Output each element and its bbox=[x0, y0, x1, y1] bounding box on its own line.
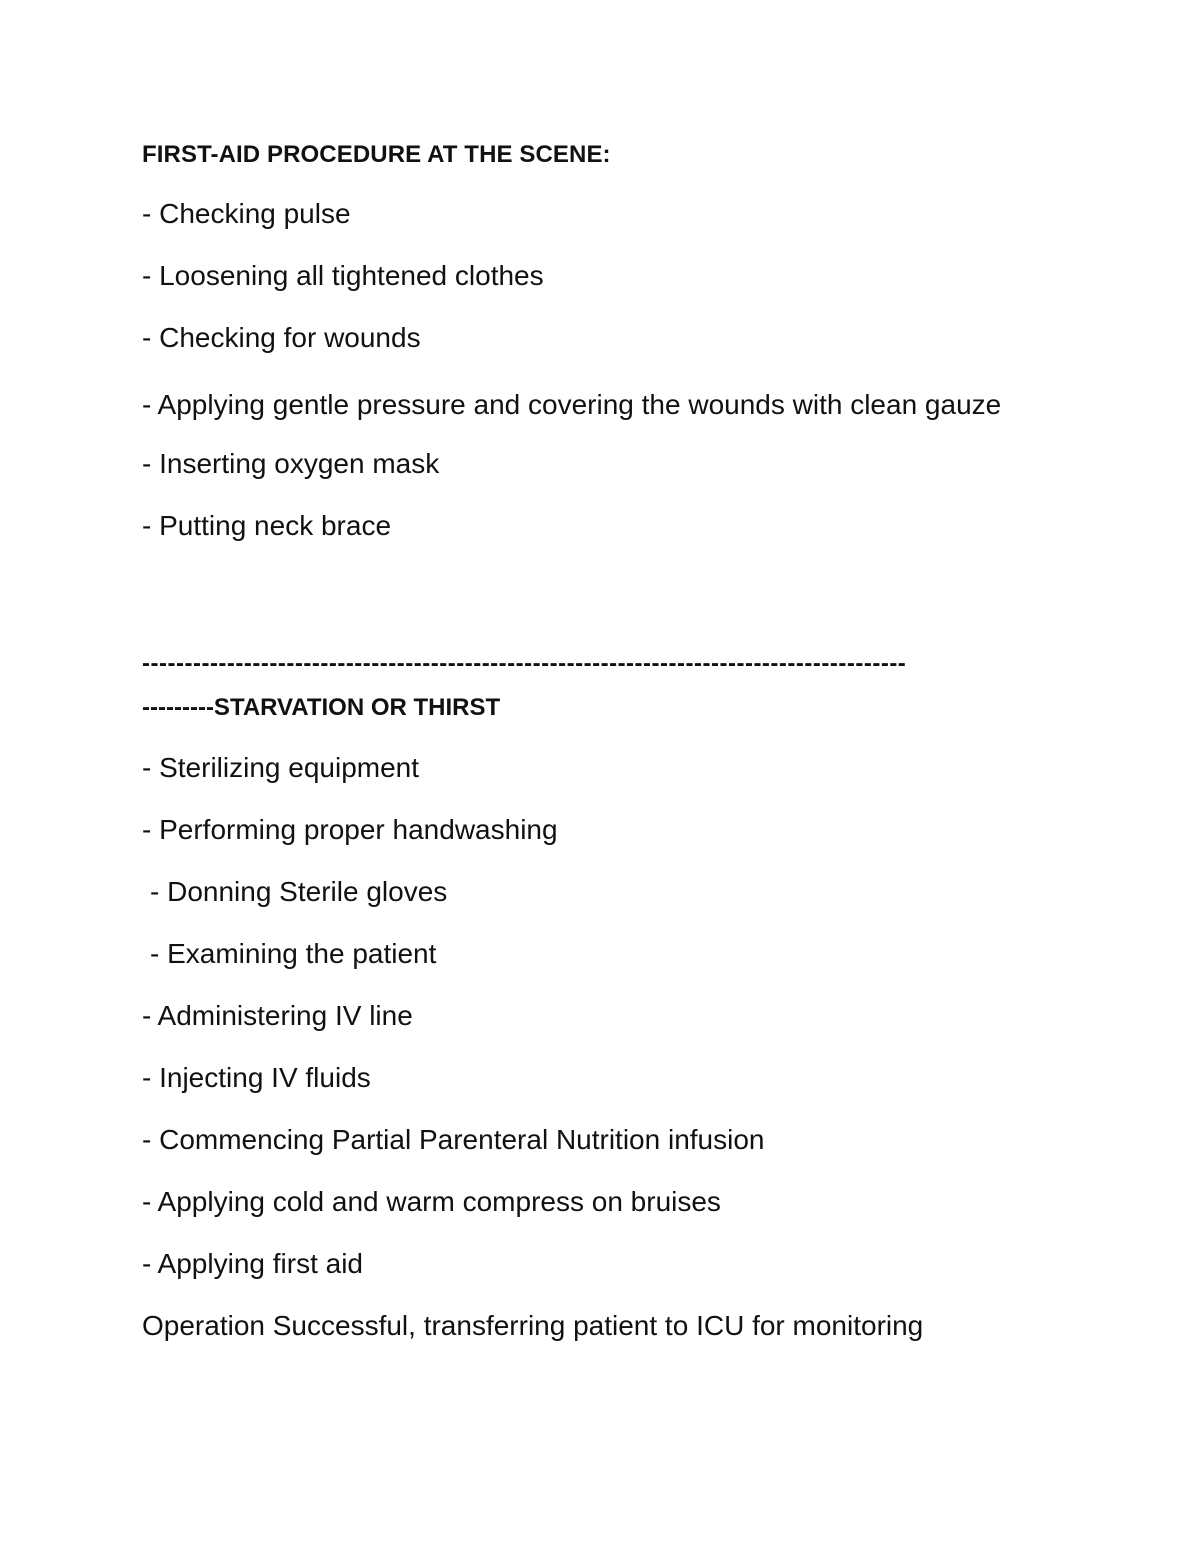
list-item: - Inserting oxygen mask bbox=[142, 448, 440, 479]
list-item: - Applying cold and warm compress on bruises bbox=[142, 1186, 721, 1217]
list-item: - Checking pulse bbox=[142, 198, 351, 229]
list-item: - Performing proper handwashing bbox=[142, 814, 558, 845]
list-item: - Sterilizing equipment bbox=[142, 752, 420, 783]
list-item: - Applying gentle pressure and covering the wounds with clean gauze bbox=[142, 389, 1002, 420]
dash-line: ------------------------------------------------------------------------------------------ bbox=[142, 650, 907, 677]
list-item: - Injecting IV fluids bbox=[142, 1062, 371, 1093]
list-item: - Commencing Partial Parenteral Nutrition infusion bbox=[142, 1124, 765, 1155]
list-item: - Applying first aid bbox=[142, 1248, 363, 1279]
section-heading-first-aid: FIRST-AID PROCEDURE AT THE SCENE: bbox=[142, 141, 611, 168]
document-content bbox=[142, 140, 1072, 1344]
list-item: - Administering IV line bbox=[142, 1000, 413, 1031]
closing-statement: Operation Successful, transferring patient to ICU for monitoring bbox=[142, 1310, 924, 1341]
section-heading-starvation: ---------STARVATION OR THIRST bbox=[142, 694, 501, 721]
section-divider bbox=[142, 642, 1072, 730]
list-item: - Checking for wounds bbox=[142, 322, 421, 353]
list-item: - Donning Sterile gloves bbox=[150, 876, 448, 907]
list-item: - Putting neck brace bbox=[142, 510, 392, 541]
list-item: - Examining the patient bbox=[150, 938, 437, 969]
blank-line bbox=[142, 570, 1072, 642]
list-item: - Loosening all tightened clothes bbox=[142, 260, 544, 291]
